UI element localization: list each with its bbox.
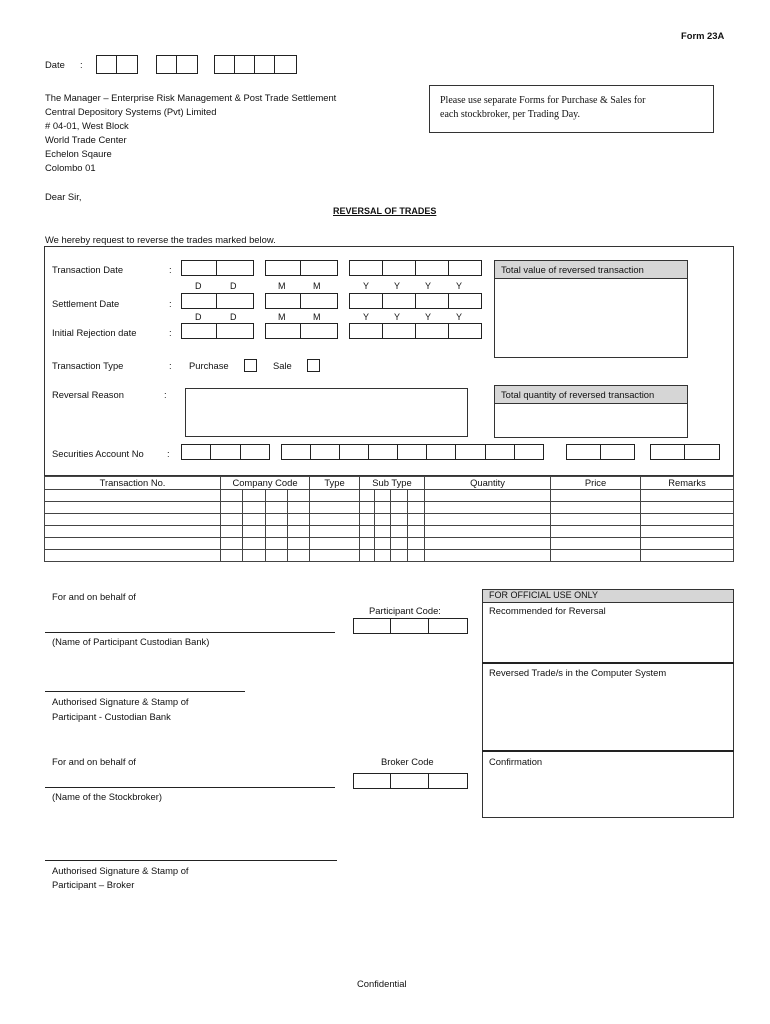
dmy-y4: Y [456, 281, 463, 291]
broker-signature-line-1: Authorised Signature & Stamp of [52, 865, 189, 876]
dmy-s-d1: D [195, 312, 202, 322]
page-title: REVERSAL OF TRADES [333, 206, 437, 216]
table-cell[interactable] [375, 514, 391, 526]
date-colon: : [80, 59, 83, 70]
transaction-date-month[interactable] [265, 260, 338, 276]
table-cell[interactable] [425, 490, 551, 502]
participant-signature-line[interactable] [45, 691, 245, 692]
table-row[interactable] [45, 526, 734, 538]
table-cell[interactable] [391, 490, 408, 502]
table-cell[interactable] [425, 514, 551, 526]
dmy-m2: M [313, 281, 321, 291]
table-cell[interactable] [551, 490, 641, 502]
participant-name-label: (Name of Participant Custodian Bank) [52, 636, 210, 647]
table-cell[interactable] [551, 514, 641, 526]
official-use-title: FOR OFFICIAL USE ONLY [489, 590, 599, 600]
table-cell[interactable] [408, 514, 425, 526]
broker-signature-line[interactable] [45, 860, 337, 861]
dmy-s-m1: M [278, 312, 286, 322]
table-cell[interactable] [45, 514, 221, 526]
date-year-boxes[interactable] [214, 55, 297, 74]
dmy-d1: D [195, 281, 202, 291]
dmy-y1: Y [363, 281, 370, 291]
official-recommended-label: Recommended for Reversal [489, 605, 606, 616]
table-cell[interactable] [391, 502, 408, 514]
initial-rejection-date-label: Initial Rejection date [52, 327, 137, 338]
notice-line-2: each stockbroker, per Trading Day. [440, 109, 581, 120]
table-cell[interactable] [288, 514, 310, 526]
table-cell[interactable] [266, 490, 288, 502]
table-cell[interactable] [360, 538, 375, 550]
table-row[interactable] [45, 502, 734, 514]
table-cell[interactable] [310, 502, 360, 514]
transactions-table [44, 476, 734, 562]
date-month-boxes[interactable] [156, 55, 198, 74]
table-cell[interactable] [288, 538, 310, 550]
table-cell[interactable] [408, 538, 425, 550]
header-type: Type [310, 477, 360, 490]
table-header-row [45, 477, 734, 490]
official-confirmation-label: Confirmation [489, 756, 543, 767]
table-cell[interactable] [641, 490, 734, 502]
table-cell[interactable] [391, 550, 408, 562]
date-day-boxes[interactable] [96, 55, 138, 74]
header-transaction-no: Transaction No. [45, 477, 221, 490]
table-row[interactable] [45, 514, 734, 526]
total-value-label: Total value of reversed transaction [501, 264, 644, 275]
securities-account-label: Securities Account No [52, 448, 144, 459]
table-cell[interactable] [288, 550, 310, 562]
settlement-date-day[interactable] [181, 293, 254, 309]
reversal-reason-label: Reversal Reason [52, 389, 124, 400]
broker-code-label: Broker Code [381, 756, 434, 767]
broker-behalf-label: For and on behalf of [52, 756, 136, 767]
table-cell[interactable] [45, 538, 221, 550]
dmy-s-d2: D [230, 312, 237, 322]
salutation: Dear Sir, [45, 191, 82, 202]
participant-signature-line-2: Participant - Custodian Bank [52, 711, 171, 722]
table-cell[interactable] [221, 514, 243, 526]
table-cell[interactable] [360, 550, 375, 562]
form-number: Form 23A [681, 30, 725, 41]
settlement-date-year[interactable] [349, 293, 482, 309]
total-quantity-label: Total quantity of reversed transaction [501, 389, 655, 400]
official-reversed-label: Reversed Trade/s in the Computer System [489, 667, 667, 678]
dmy-s-y2: Y [394, 312, 401, 322]
table-cell[interactable] [45, 490, 221, 502]
settlement-date-month[interactable] [265, 293, 338, 309]
transaction-date-year[interactable] [349, 260, 482, 276]
table-cell[interactable] [266, 526, 288, 538]
table-cell[interactable] [641, 538, 734, 550]
table-cell[interactable] [45, 502, 221, 514]
header-remarks: Remarks [641, 477, 734, 490]
notice-line-1: Please use separate Forms for Purchase & Sales for [440, 95, 646, 106]
header-company-code: Company Code [221, 477, 310, 490]
table-cell[interactable] [641, 514, 734, 526]
table-cell[interactable] [266, 550, 288, 562]
dmy-d2: D [230, 281, 237, 291]
table-cell[interactable] [221, 538, 243, 550]
address-line-2: Central Depository Systems (Pvt) Limited [45, 106, 217, 117]
table-cell[interactable] [243, 490, 266, 502]
table-cell[interactable] [375, 538, 391, 550]
rejection-date-day[interactable] [181, 323, 254, 339]
table-cell[interactable] [288, 526, 310, 538]
participant-behalf-label: For and on behalf of [52, 591, 136, 602]
table-cell[interactable] [408, 526, 425, 538]
table-cell[interactable] [360, 526, 375, 538]
dmy-s-y1: Y [363, 312, 370, 322]
settlement-date-label: Settlement Date [52, 298, 120, 309]
table-cell[interactable] [391, 514, 408, 526]
transaction-date-colon: : [169, 264, 172, 275]
transaction-date-label: Transaction Date [52, 264, 124, 275]
participant-code-boxes[interactable] [353, 618, 468, 634]
table-cell[interactable] [375, 502, 391, 514]
table-cell[interactable] [551, 526, 641, 538]
purchase-label: Purchase [189, 360, 229, 371]
table-cell[interactable] [425, 550, 551, 562]
participant-name-line[interactable] [45, 632, 335, 633]
dmy-y2: Y [394, 281, 401, 291]
rejection-date-month[interactable] [265, 323, 338, 339]
date-label: Date [45, 59, 65, 70]
address-line-4: World Trade Center [45, 134, 127, 145]
table-cell[interactable] [243, 550, 266, 562]
table-cell[interactable] [641, 502, 734, 514]
sale-label: Sale [273, 360, 292, 371]
table-cell[interactable] [425, 502, 551, 514]
table-cell[interactable] [375, 490, 391, 502]
intro-text: We hereby request to reverse the trades marked below. [45, 234, 276, 245]
settlement-date-colon: : [169, 298, 172, 309]
securities-account-colon: : [167, 448, 170, 459]
transaction-type-colon: : [169, 360, 172, 371]
table-cell[interactable] [288, 502, 310, 514]
table-row[interactable] [45, 538, 734, 550]
table-cell[interactable] [310, 538, 360, 550]
table-cell[interactable] [221, 526, 243, 538]
rejection-date-year[interactable] [349, 323, 482, 339]
table-cell[interactable] [408, 550, 425, 562]
table-cell[interactable] [266, 502, 288, 514]
address-line-5: Echelon Sqaure [45, 148, 112, 159]
table-cell[interactable] [375, 550, 391, 562]
dmy-y3: Y [425, 281, 432, 291]
table-cell[interactable] [408, 502, 425, 514]
header-sub-type: Sub Type [360, 477, 425, 490]
table-cell[interactable] [408, 490, 425, 502]
broker-code-boxes[interactable] [353, 773, 468, 789]
table-cell[interactable] [266, 514, 288, 526]
reversal-reason-colon: : [164, 389, 167, 400]
transaction-date-day[interactable] [181, 260, 254, 276]
table-cell[interactable] [360, 490, 375, 502]
participant-signature-line-1: Authorised Signature & Stamp of [52, 696, 189, 707]
table-cell[interactable] [243, 538, 266, 550]
header-quantity: Quantity [425, 477, 551, 490]
table-cell[interactable] [243, 526, 266, 538]
securities-account-group-4[interactable] [650, 444, 720, 460]
table-cell[interactable] [288, 490, 310, 502]
table-cell[interactable] [641, 550, 734, 562]
address-line-3: # 04-01, West Block [45, 120, 129, 131]
official-divider-2 [482, 750, 734, 752]
address-line-6: Colombo 01 [45, 162, 96, 173]
table-cell[interactable] [221, 502, 243, 514]
table-cell[interactable] [391, 538, 408, 550]
purchase-checkbox[interactable] [244, 359, 257, 372]
table-cell[interactable] [310, 526, 360, 538]
official-divider-1 [482, 662, 734, 664]
transaction-type-label: Transaction Type [52, 360, 124, 371]
table-row[interactable] [45, 550, 734, 562]
initial-rejection-colon: : [169, 327, 172, 338]
dmy-s-y3: Y [425, 312, 432, 322]
header-price: Price [551, 477, 641, 490]
table-cell[interactable] [45, 550, 221, 562]
dmy-s-m2: M [313, 312, 321, 322]
table-cell[interactable] [310, 490, 360, 502]
table-cell[interactable] [375, 526, 391, 538]
table-cell[interactable] [243, 514, 266, 526]
address-line-1: The Manager – Enterprise Risk Management & Post Trade Settlement [45, 92, 337, 103]
sale-checkbox[interactable] [307, 359, 320, 372]
table-cell[interactable] [310, 514, 360, 526]
table-cell[interactable] [391, 526, 408, 538]
table-cell[interactable] [425, 526, 551, 538]
official-use-panel [482, 589, 734, 818]
dmy-s-y4: Y [456, 312, 463, 322]
table-cell[interactable] [551, 538, 641, 550]
table-cell[interactable] [425, 538, 551, 550]
securities-account-group-2[interactable] [281, 444, 544, 460]
broker-name-line[interactable] [45, 787, 335, 788]
broker-name-label: (Name of the Stockbroker) [52, 791, 162, 802]
table-cell[interactable] [360, 514, 375, 526]
table-cell[interactable] [360, 502, 375, 514]
table-cell[interactable] [551, 502, 641, 514]
table-cell[interactable] [221, 490, 243, 502]
table-cell[interactable] [221, 550, 243, 562]
footer-confidential: Confidential [357, 978, 407, 989]
table-cell[interactable] [551, 550, 641, 562]
table-cell[interactable] [45, 526, 221, 538]
securities-account-group-3[interactable] [566, 444, 635, 460]
transactions-table-body [45, 490, 734, 562]
reversal-reason-field[interactable] [185, 388, 468, 437]
participant-code-label: Participant Code: [369, 605, 441, 616]
dmy-m1: M [278, 281, 286, 291]
table-cell[interactable] [266, 538, 288, 550]
broker-signature-line-2: Participant – Broker [52, 879, 135, 890]
securities-account-group-1[interactable] [181, 444, 270, 460]
table-cell[interactable] [310, 550, 360, 562]
table-row[interactable] [45, 490, 734, 502]
table-cell[interactable] [641, 526, 734, 538]
table-cell[interactable] [243, 502, 266, 514]
